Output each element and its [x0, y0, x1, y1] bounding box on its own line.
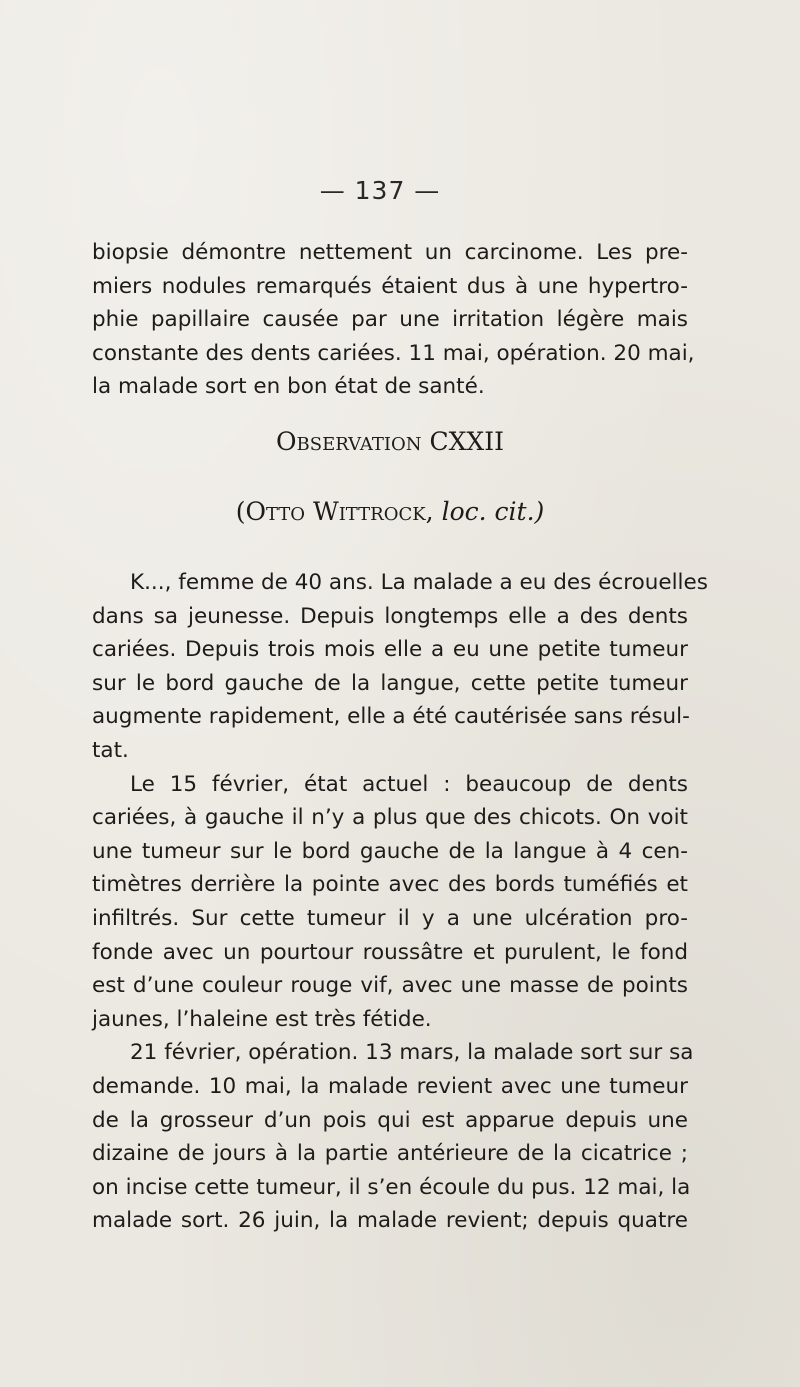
text-line: infiltrés. Sur cette tumeur il y a une ulcération pro- — [92, 905, 688, 931]
text-line: 21 février, opération. 13 mars, la malade sort sur sa — [130, 1040, 694, 1066]
text-line: jaunes, l’haleine est très fétide. — [92, 1006, 432, 1032]
text-line: dans sa jeunesse. Depuis longtemps elle a des dents — [92, 603, 688, 629]
observation-body — [92, 566, 708, 1238]
text-line: de la grosseur d’un pois qui est apparue depuis une — [92, 1107, 688, 1133]
source-reference: loc. cit.) — [441, 497, 545, 526]
text-line: K..., femme de 40 ans. La malade a eu des écrouelles — [130, 570, 708, 595]
text-line: Le 15 février, état actuel : beaucoup de dents — [130, 771, 688, 797]
text-line: dizaine de jours à la partie antérieure de la cicatrice ; — [92, 1141, 688, 1167]
text-line: augmente rapidement, elle a été cautérisée sans résul- — [92, 704, 690, 730]
text-line: constante des dents cariées. 11 mai, opération. 20 mai, — [92, 340, 695, 366]
source-author: (Otto Wittrock, — [235, 497, 434, 526]
observation-source — [0, 497, 780, 526]
text-line: une tumeur sur le bord gauche de la langue à 4 cen- — [92, 838, 688, 864]
text-line: demande. 10 mai, la malade revient avec une tumeur — [92, 1073, 688, 1099]
text-line: timètres derrière la pointe avec des bords tuméfiés et — [92, 872, 688, 898]
text-line: est d’une couleur rouge vif, avec une masse de points — [92, 973, 688, 999]
text-line: biopsie démontre nettement un carcinome. Les pre- — [92, 240, 688, 265]
text-line: on incise cette tumeur, il s’en écoule du pus. 12 mai, la — [92, 1174, 691, 1200]
intro-paragraph — [92, 236, 695, 404]
text-line: cariées, à gauche il n’y a plus que des chicots. On voit — [92, 805, 688, 831]
text-line: fonde avec un pourtour roussâtre et purulent, le fond — [92, 939, 688, 965]
text-line: sur le bord gauche de la langue, cette petite tumeur — [92, 670, 688, 696]
text-line: phie papillaire causée par une irritation légère mais — [92, 307, 688, 333]
text-line: malade sort. 26 juin, la malade revient; depuis quatre — [92, 1208, 688, 1234]
observation-title: Observation CXXII — [276, 427, 504, 456]
text-line: miers nodules remarqués étaient dus à une hypertro- — [92, 273, 688, 299]
text-line: cariées. Depuis trois mois elle a eu une petite tumeur — [92, 637, 688, 663]
text-line: tat. — [92, 737, 129, 763]
text-line: la malade sort en bon état de santé. — [92, 374, 485, 400]
page-number: — 137 — — [319, 176, 441, 205]
